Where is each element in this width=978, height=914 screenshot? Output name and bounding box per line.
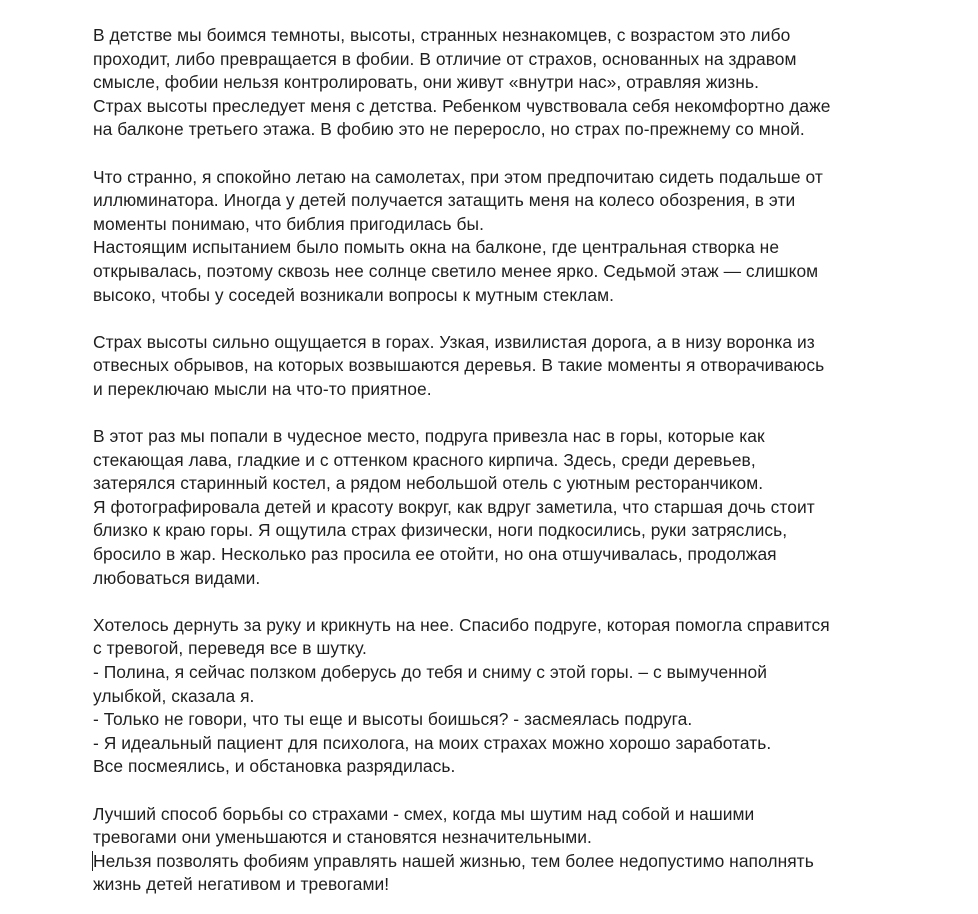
text-line: Хотелось дернуть за руку и крикнуть на нее. Спасибо подруге, которая помогла справится — [93, 614, 830, 635]
text-line: проходит, либо превращается в фобии. В отличие от страхов, основанных на здравом — [93, 48, 797, 69]
text-line: жизнь детей негативом и тревогами! — [93, 874, 390, 895]
text-line: Я фотографировала детей и красоту вокруг, как вдруг заметила, что старшая дочь стоит — [93, 496, 815, 517]
text-line: Страх высоты сильно ощущается в горах. Узкая, извилистая дорога, а в низу воронка из — [93, 331, 815, 352]
text-line: высоко, чтобы у соседей возникали вопросы к мутным стеклам. — [93, 284, 614, 305]
text-line: Нельзя позволять фобиям управлять нашей жизнью, тем более недопустимо наполнять — [93, 850, 814, 871]
text-line: - Я идеальный пациент для психолога, на моих страхах можно хорошо заработать. — [93, 732, 772, 753]
text-line: смысле, фобии нельзя контролировать, они живут «внутри нас», отравляя жизнь. — [93, 72, 759, 93]
text-line: любоваться видами. — [93, 567, 261, 588]
document-body[interactable] — [93, 24, 953, 897]
paragraph-1 — [93, 24, 953, 142]
paragraph-gap — [93, 590, 953, 614]
text-line: Что странно, я спокойно летаю на самолетах, при этом предпочитаю сидеть подальше от — [93, 166, 823, 187]
text-line: отвесных обрывов, на которых возвышаются деревья. В такие моменты я отворачиваюсь — [93, 355, 825, 376]
text-line: близко к краю горы. Я ощутила страх физически, ноги подкосились, руки затряслись, — [93, 520, 788, 541]
text-line: В этот раз мы попали в чудесное место, подруга привезла нас в горы, которые как — [93, 426, 765, 447]
text-line: Все посмеялись, и обстановка разрядилась. — [93, 756, 456, 777]
paragraph-3 — [93, 331, 953, 402]
paragraph-gap — [93, 402, 953, 426]
text-line: с тревогой, переведя все в шутку. — [93, 638, 367, 659]
paragraph-gap — [93, 307, 953, 331]
text-line: Лучший способ борьбы со страхами - смех, когда мы шутим над собой и нашими — [93, 803, 755, 824]
text-line: - Полина, я сейчас ползком доберусь до тебя и сниму с этой горы. – с вымученной — [93, 662, 768, 683]
paragraph-6 — [93, 803, 953, 897]
text-line: и переключаю мысли на что-то приятное. — [93, 378, 432, 399]
paragraph-gap — [93, 779, 953, 803]
text-line: открывалась, поэтому сквозь нее солнце светило менее ярко. Седьмой этаж — слишком — [93, 260, 819, 281]
paragraph-5 — [93, 614, 953, 779]
text-line: В детстве мы боимся темноты, высоты, странных незнакомцев, с возрастом это либо — [93, 25, 791, 45]
text-line: бросило в жар. Несколько раз просила ее отойти, но она отшучивалась, продолжая — [93, 544, 777, 565]
text-line: на балконе третьего этажа. В фобию это не переросло, но страх по-прежнему со мной. — [93, 119, 805, 140]
paragraph-4 — [93, 425, 953, 590]
text-line: - Только не говори, что ты еще и высоты боишься? - засмеялась подруга. — [93, 709, 693, 730]
text-line: улыбкой, сказала я. — [93, 685, 255, 706]
text-line-with-caret — [93, 850, 953, 874]
text-line: стекающая лава, гладкие и с оттенком красного кирпича. Здесь, среди деревьев, — [93, 449, 756, 470]
text-line: Страх высоты преследует меня с детства. Ребенком чувствовала себя некомфортно даже — [93, 95, 831, 116]
paragraph-gap — [93, 142, 953, 166]
text-line: затерялся старинный костел, а рядом небольшой отель с уютным ресторанчиком. — [93, 473, 764, 494]
text-line: тревогами они уменьшаются и становятся незначительными. — [93, 827, 592, 848]
text-line: иллюминатора. Иногда у детей получается затащить меня на колесо обозрения, в эти — [93, 190, 796, 211]
text-line: моменты понимаю, что библия пригодилась бы. — [93, 213, 484, 234]
paragraph-2 — [93, 166, 953, 308]
text-line: Настоящим испытанием было помыть окна на балконе, где центральная створка не — [93, 237, 780, 258]
